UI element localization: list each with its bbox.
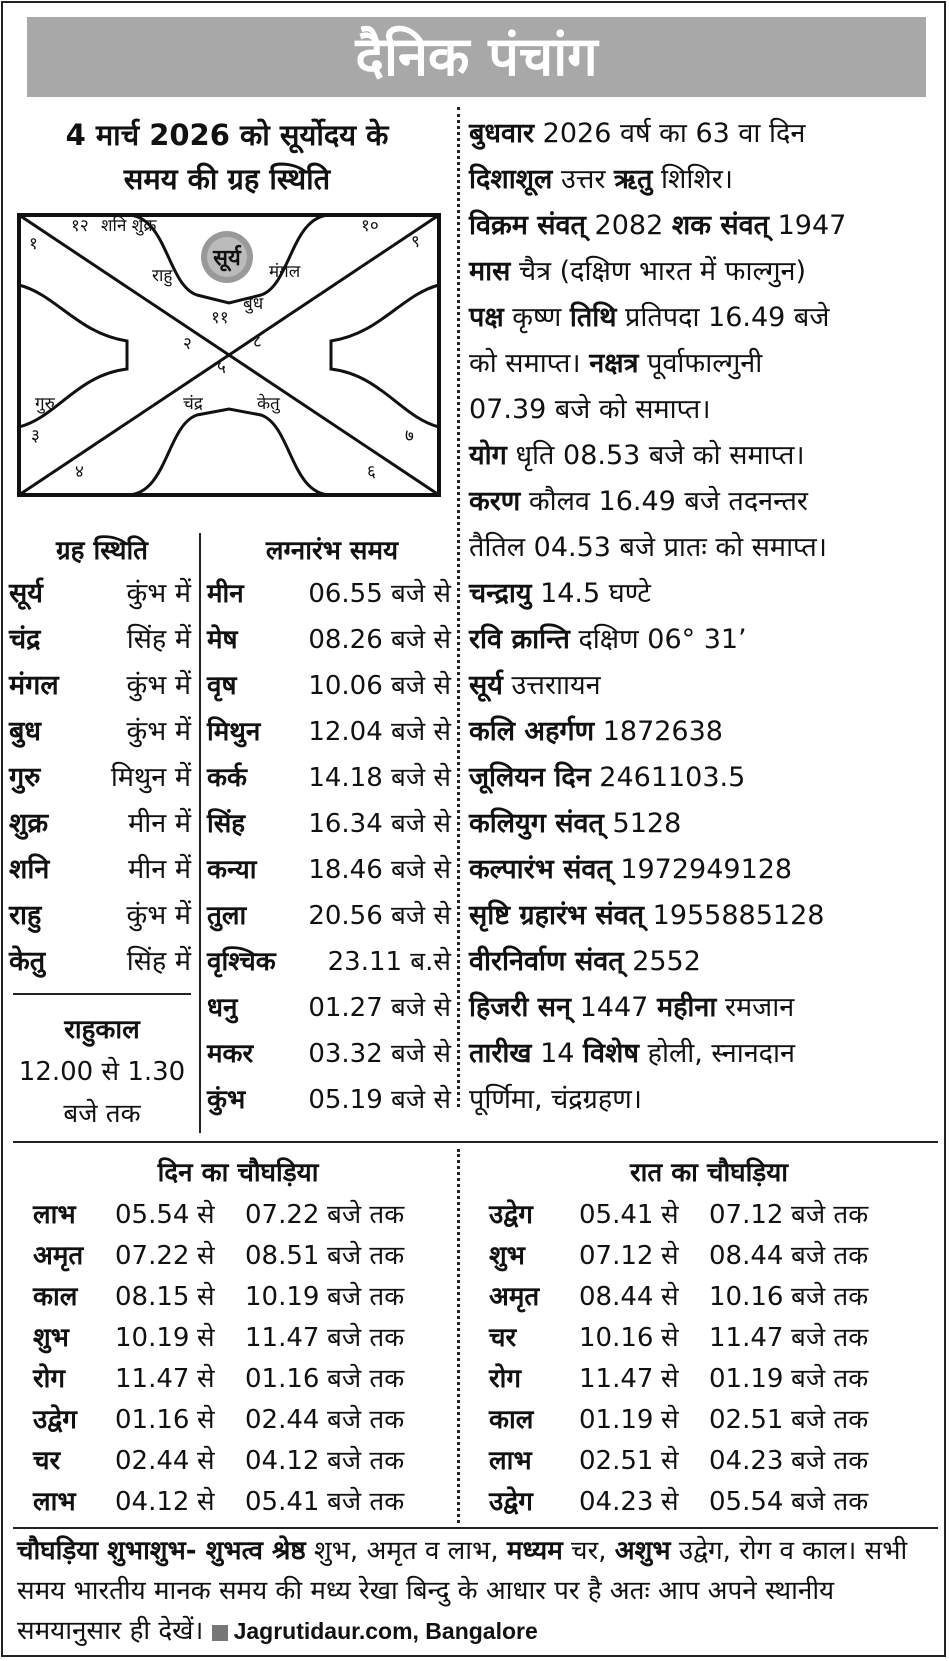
lagna-row: मकर 03.32 बजे से [207,1039,451,1069]
detail-line: तारीख 14 विशेष होली, स्नानदान [469,1038,795,1069]
lagna-row: मिथुन 12.04 बजे से [207,717,451,747]
graha-header: ग्रह स्थिति [55,536,149,566]
choghadiya-row: लाभ 02.51 से 04.23 बजे तक [489,1446,869,1476]
detail-line: पक्ष कृष्ण तिथि प्रतिपदा 16.49 बजे [469,302,830,333]
graha-sthiti-table [9,531,195,985]
detail-line: विक्रम संवत् 2082 शक संवत् 1947 [469,210,847,241]
din-choghadiya-header: दिन का चौघड़िया [157,1158,319,1188]
planet-chandra: चंद्र [183,394,203,414]
lagna-row: तुला 20.56 बजे से [207,901,451,931]
choghadiya-row: अमृत 07.22 से 08.51 बजे तक [33,1241,405,1271]
rahukaal-time: 12.00 से 1.30 [18,1057,186,1087]
planet-ketu: केतु [257,394,280,414]
detail-line: सृष्टि ग्रहारंभ संवत् 1955885128 [469,900,825,931]
kundli-chart [17,213,441,497]
choghadiya-row: काल 01.19 से 02.51 बजे तक [489,1405,869,1435]
column-divider-bottom [457,1149,460,1523]
rahukaal-divider [13,993,191,995]
detail-line: पूर्णिमा, चंद्रग्रहण। [469,1084,642,1115]
lagna-row: धनु 01.27 बजे से [207,993,451,1023]
footer-divider [13,1527,938,1529]
detail-line: करण कौलव 16.49 बजे तदनन्तर [469,486,808,517]
lagna-row: कर्क 14.18 बजे से [207,763,451,793]
detail-line: जूलियन दिन 2461103.5 [469,762,746,793]
choghadiya-row: शुभ 10.19 से 11.47 बजे तक [33,1323,405,1353]
choghadiya-row: लाभ 05.54 से 07.22 बजे तक [33,1200,405,1230]
rahukaal-box [9,1009,195,1135]
lagna-row: वृश्चिक 23.11 ब.से [207,947,451,977]
credit: Jagrutidaur.com, Bangalore [212,1618,538,1644]
raat-choghadiya-header: रात का चौघड़िया [629,1158,789,1188]
house-7: ७ [405,426,414,446]
kundli-title [17,113,437,201]
choghadiya-row: रोग 11.47 से 01.16 बजे तक [33,1364,405,1394]
detail-line: वीरनिर्वाण संवत् 2552 [469,946,701,977]
choghadiya-row: काल 08.15 से 10.19 बजे तक [33,1282,405,1312]
detail-line: रवि क्रान्ति दक्षिण 06° 31’ [469,624,747,655]
graha-row: शुक्र मीन में [9,808,191,839]
graha-row: केतु सिंह में [9,946,191,977]
house-5: ५ [217,358,226,378]
house-4: ४ [75,462,84,482]
detail-line: को समाप्त। नक्षत्र पूर्वाफाल्गुनी [469,348,763,379]
lagna-row: कुंभ 05.19 बजे से [207,1085,451,1115]
detail-line: हिजरी सन् 1447 महीना रमजान [469,992,795,1023]
house-10: १० [361,216,379,236]
choghadiya-row: उद्वेग 05.41 से 07.12 बजे तक [489,1200,869,1230]
choghadiya-top-divider [13,1141,938,1143]
graha-lagna-divider [199,533,201,1133]
graha-row: बुध कुंभ में [9,716,191,747]
kundli-title-line2: समय की ग्रह स्थिति [123,162,331,196]
rahukaal-title: राहुकाल [64,1015,140,1045]
raat-choghadiya [489,1151,929,1523]
graha-row: शनि मीन में [9,854,191,885]
house-1: १ [29,234,38,254]
choghadiya-row: रोग 11.47 से 01.19 बजे तक [489,1364,869,1394]
house-2: २ [183,334,192,354]
lagna-row: मेष 08.26 बजे से [207,625,451,655]
graha-row: राहु कुंभ में [9,900,191,931]
detail-line: योग धृति 08.53 बजे को समाप्त। [469,440,805,471]
graha-row: सूर्य कुंभ में [9,578,191,609]
chart-center-label: सूर्य [213,246,241,271]
detail-line: चन्द्रायु 14.5 घण्टे [469,578,651,609]
column-divider-top [457,107,460,1107]
house-9: ९ [411,232,420,252]
graha-row: मंगल कुंभ में [9,670,191,701]
kundli-title-line1: 4 मार्च 2026 को सूर्योदय के [65,118,389,152]
choghadiya-row: शुभ 07.12 से 08.44 बजे तक [489,1241,869,1271]
choghadiya-row: लाभ 04.12 से 05.41 बजे तक [33,1487,405,1517]
planet-budh: बुध [243,294,264,314]
house-6: ६ [367,462,376,482]
panchang-details [469,111,939,1123]
din-choghadiya [33,1151,443,1523]
detail-line: सूर्य उत्तराायन [469,670,601,701]
choghadiya-row: चर 02.44 से 04.12 बजे तक [33,1446,405,1476]
detail-line: दिशाशूल उत्तर ऋतु शिशिर। [469,164,734,195]
detail-line: मास चैत्र (दक्षिण भारत में फाल्गुन) [469,256,807,287]
house-3: ३ [31,426,40,446]
detail-line: बुधवार 2026 वर्ष का 63 वा दिन [469,118,806,149]
graha-row: गुरु मिथुन में [9,762,191,793]
lagna-header: लग्नारंभ समय [265,536,399,566]
choghadiya-row: अमृत 08.44 से 10.16 बजे तक [489,1282,869,1312]
square-icon [212,1625,228,1641]
detail-line: कलि अहर्गण 1872638 [469,716,723,747]
rahukaal-suffix: बजे तक [63,1099,141,1129]
planet-guru: गुरु [35,394,55,414]
choghadiya-row: उद्वेग 01.16 से 02.44 बजे तक [33,1405,405,1435]
chart-right-lobe [331,285,439,427]
page-title: दैनिक पंचांग [27,17,926,97]
lagna-row: सिंह 16.34 बजे से [207,809,451,839]
detail-line: कल्पारंभ संवत् 1972949128 [469,854,793,885]
choghadiya-row: चर 10.16 से 11.47 बजे तक [489,1323,869,1353]
lagnarambh-table [207,531,457,1123]
house-11: ११ [211,308,229,328]
panchang-page [1,1,946,1657]
planet-shani-shukra: शनि शुक्र [101,216,157,236]
detail-line: 07.39 बजे को समाप्त। [469,394,711,425]
detail-line: तैतिल 04.53 बजे प्रातः को समाप्त। [469,532,827,563]
planet-rahu: राहु [152,266,173,286]
chart-bottom-lobe [127,409,331,495]
lagna-row: मीन 06.55 बजे से [207,579,451,609]
detail-line: कलियुग संवत् 5128 [469,808,682,839]
lagna-row: कन्या 18.46 बजे से [207,855,451,885]
footer-note: चौघड़िया शुभाशुभ- शुभत्व श्रेष्ठ शुभ, अमृत व लाभ, मध्यम चर, अशुभ उद्वेग, रोग व काल। सभी समय भारतीय मानक समय की मध्य रेखा बिन्दु के आधार पर है अतः आप अपने स्थानीय समयानुसार ही देखें। Jagrutidaur.com, Bangalore [17,1536,908,1646]
house-8: ८ [253,332,262,352]
graha-row: चंद्र सिंह में [9,624,191,655]
choghadiya-row: उद्वेग 04.23 से 05.54 बजे तक [489,1487,869,1517]
planet-mangal: मंगल [269,262,301,282]
lagna-row: वृष 10.06 बजे से [207,671,451,701]
house-12: १२ [71,216,89,236]
